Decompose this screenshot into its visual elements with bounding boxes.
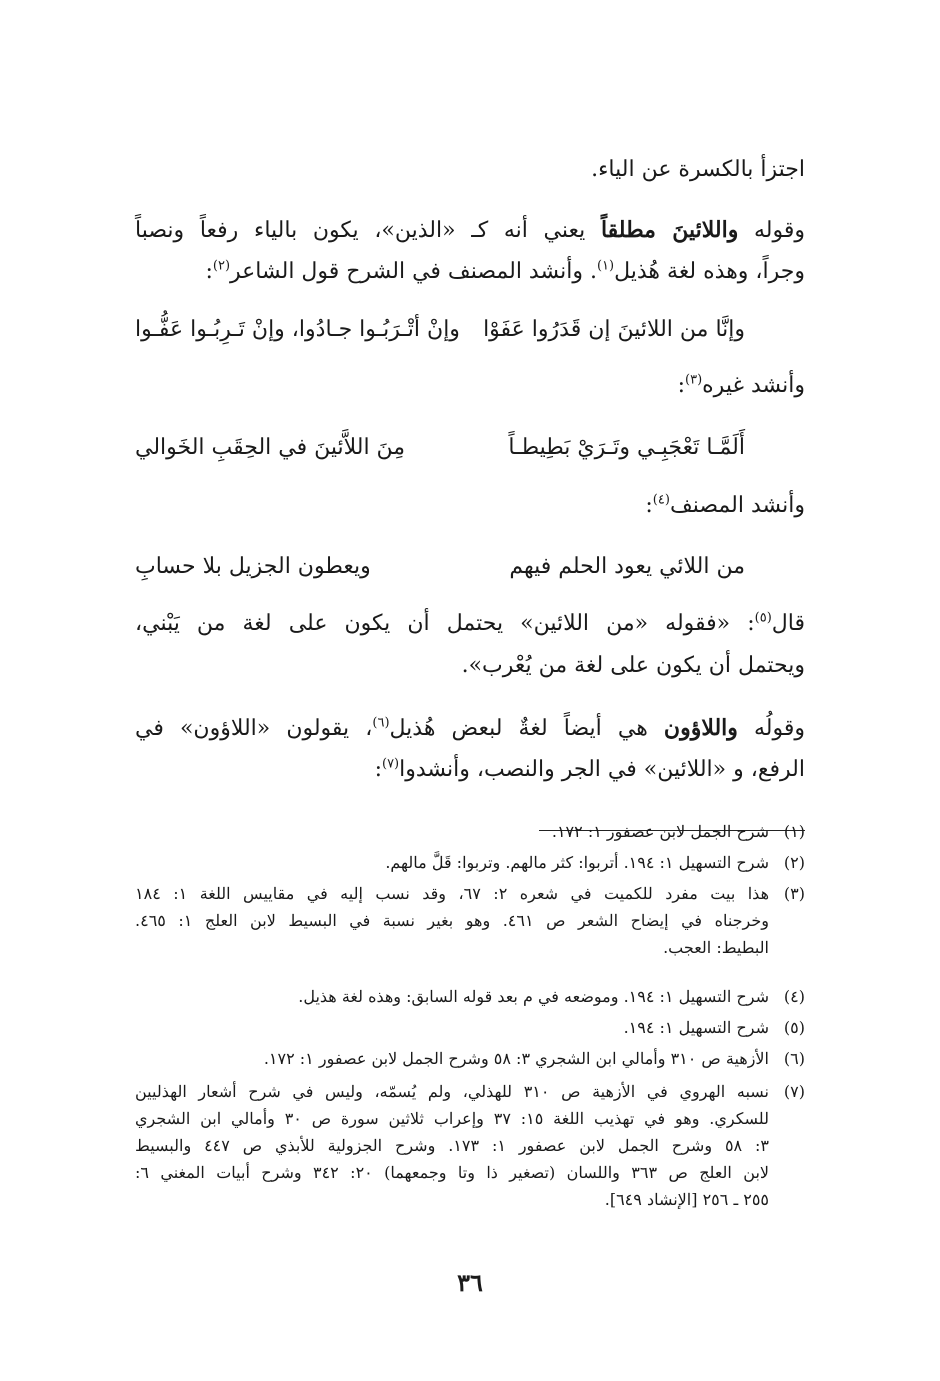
footnote-text: للسكري. وهو في تهذيب اللغة ١٥: ٣٧ وإعراب ثلاثين سورة ص ٣٠ وأمالي ابن الشجري	[135, 1109, 769, 1128]
footnote-ref-5[interactable]: (٥)	[754, 610, 772, 626]
footnote-1	[135, 818, 805, 845]
bold-term: واللائينَ مطلقاً	[600, 217, 739, 243]
footnote-ref-3[interactable]: (٣)	[685, 372, 703, 388]
footnote-ref-7[interactable]: (٧)	[381, 756, 400, 772]
verse-hemistich-second: مِنَ اللاَّئينَ في الحِقَبِ الخَوالي	[135, 435, 406, 460]
verse-hemistich-first: من اللائي يعود الحلم فيهم	[509, 554, 745, 579]
footnote-text: شرح الجمل لابن عصفور ١: ١٧٢.	[551, 822, 769, 841]
text-run: :	[645, 493, 653, 518]
verse-hemistich-second: وإنْ أتْـرَبُـوا جـادُوا، وإنْ تَـرِبُـوا عَفُّـوا	[135, 317, 460, 342]
footnote-2	[135, 849, 805, 876]
text-run: . وأنشد المصنف في الشرح قول الشاعر	[230, 259, 597, 284]
text-run: وقوله	[738, 218, 806, 243]
footnote-number: (٧)	[783, 1082, 805, 1101]
footnote-number: (٣)	[783, 884, 805, 903]
footnote-ref-2[interactable]: (٢)	[212, 258, 231, 274]
footnote-ref-1[interactable]: (١)	[596, 258, 615, 274]
footnote-5	[135, 1014, 805, 1041]
footnote-text: شرح التسهيل ١: ١٩٤. أتربوا: كثر مالهم. وتربوا: قَلَّ مالهم.	[385, 853, 769, 872]
footnote-text: شرح التسهيل ١: ١٩٤. وموضعه في م بعد قوله السابق: وهذه لغة هذيل.	[298, 987, 769, 1006]
footnote-text: ٣: ٥٨ وشرح الجمل لابن عصفور ١: ١٧٣. وشرح الجزولية للأبذي ص ٤٤٧ والبسيط	[135, 1136, 770, 1155]
text-run: هي أيضاً لغةٌ لبعض هُذيل	[389, 716, 664, 741]
footnote-3	[135, 880, 805, 961]
footnote-6	[135, 1045, 805, 1072]
footnote-number: (٤)	[783, 987, 805, 1006]
text-run: وقولُه	[737, 716, 806, 741]
verse-hemistich-second: ويعطون الجزيل بلا حسابِ	[135, 554, 371, 579]
footnote-text: شرح التسهيل ١: ١٩٤.	[623, 1018, 769, 1037]
footnote-number: (٥)	[783, 1018, 805, 1037]
text-run: :	[677, 373, 686, 398]
text-run: اجتزأ بالكسرة عن الياء.	[591, 157, 805, 182]
text-run: الرفع، و «اللائين» في الجر والنصب، وأنشدوا	[399, 757, 805, 782]
paragraph-2-line-1	[135, 606, 805, 642]
footnote-7	[135, 1078, 805, 1213]
text-run: :	[374, 757, 382, 782]
bold-term: واللاؤون	[663, 715, 738, 741]
body-line-fn4	[135, 488, 805, 524]
text-run: وجراً، وهذه لغة هُذيل	[614, 259, 805, 284]
text-run: وأنشد غيره	[702, 373, 805, 398]
footnote-text: هذا بيت مفرد للكميت في شعره ٢: ٦٧، وقد نسب إليه في مقاييس اللغة ١: ١٨٤	[135, 884, 770, 903]
footnote-number: (١)	[783, 822, 805, 841]
footnote-text: نسبه الهروي في الأزهية ص ٣١٠ للهذلي، ولم يُسمّه، وليس في شرح أشعار الهذليين	[135, 1082, 769, 1101]
footnote-text: لابن العلج ص ٣٦٣ واللسان (تصغير ذا وتا وجمعهما) ٢٠: ٣٤٢ وشرح أبيات المغني ٦:	[135, 1163, 770, 1182]
paragraph-1-line-1	[135, 212, 805, 249]
text-run: ويحتمل أن يكون على لغة من يُعْرب».	[461, 653, 805, 678]
verse-2	[135, 428, 745, 468]
footnote-ref-6[interactable]: (٦)	[372, 715, 390, 731]
text-run: وأنشد المصنف	[669, 493, 805, 518]
footnote-ref-4[interactable]: (٤)	[652, 492, 670, 508]
text-run: يعني أنه كـ «الذين»، يكون بالياء رفعاً ونصباً	[135, 218, 601, 243]
footnote-text: ٢٥٥ ـ ٢٥٦ [الإنشاد ٦٤٩].	[604, 1190, 769, 1209]
text-run: ، يقولون «اللاؤون» في	[135, 716, 373, 741]
body-line-fn3	[135, 368, 805, 404]
text-run: :	[205, 259, 213, 284]
verse-1	[135, 310, 745, 350]
verse-hemistich-first: أَلَمَّـا تَعْجَبِـي وتَـرَيْ بَطِيطـاً	[508, 435, 745, 460]
text-run: قال	[771, 611, 805, 636]
footnote-text: وخرجناه في إيضاح الشعر ص ٤٦١. وهو بغير نسبة في البسيط لابن العلج ١: ٤٦٥.	[135, 911, 770, 930]
verse-3	[135, 547, 745, 587]
footnote-text: البطيط: العجب.	[663, 938, 769, 957]
paragraph-2-line-2	[135, 648, 805, 684]
text-run: : «فقوله «من اللائين» يحتمل أن يكون على لغة من يَبْني،	[135, 611, 755, 636]
footnote-number: (٦)	[783, 1049, 805, 1068]
paragraph-3-line-1	[135, 710, 805, 747]
body-line-1	[135, 152, 805, 188]
footnote-number: (٢)	[783, 853, 805, 872]
paragraph-3-line-2	[135, 752, 805, 788]
verse-hemistich-first: وإنَّا من اللائينَ إن قَدَرُوا عَفَوْا	[483, 317, 745, 342]
paragraph-1-line-2	[135, 254, 805, 290]
footnote-4	[135, 983, 805, 1010]
page-number: ٣٦	[457, 1268, 483, 1297]
footnote-text: الأزهية ص ٣١٠ وأمالي ابن الشجري ٣: ٥٨ وشرح الجمل لابن عصفور ١: ١٧٢.	[263, 1049, 769, 1068]
